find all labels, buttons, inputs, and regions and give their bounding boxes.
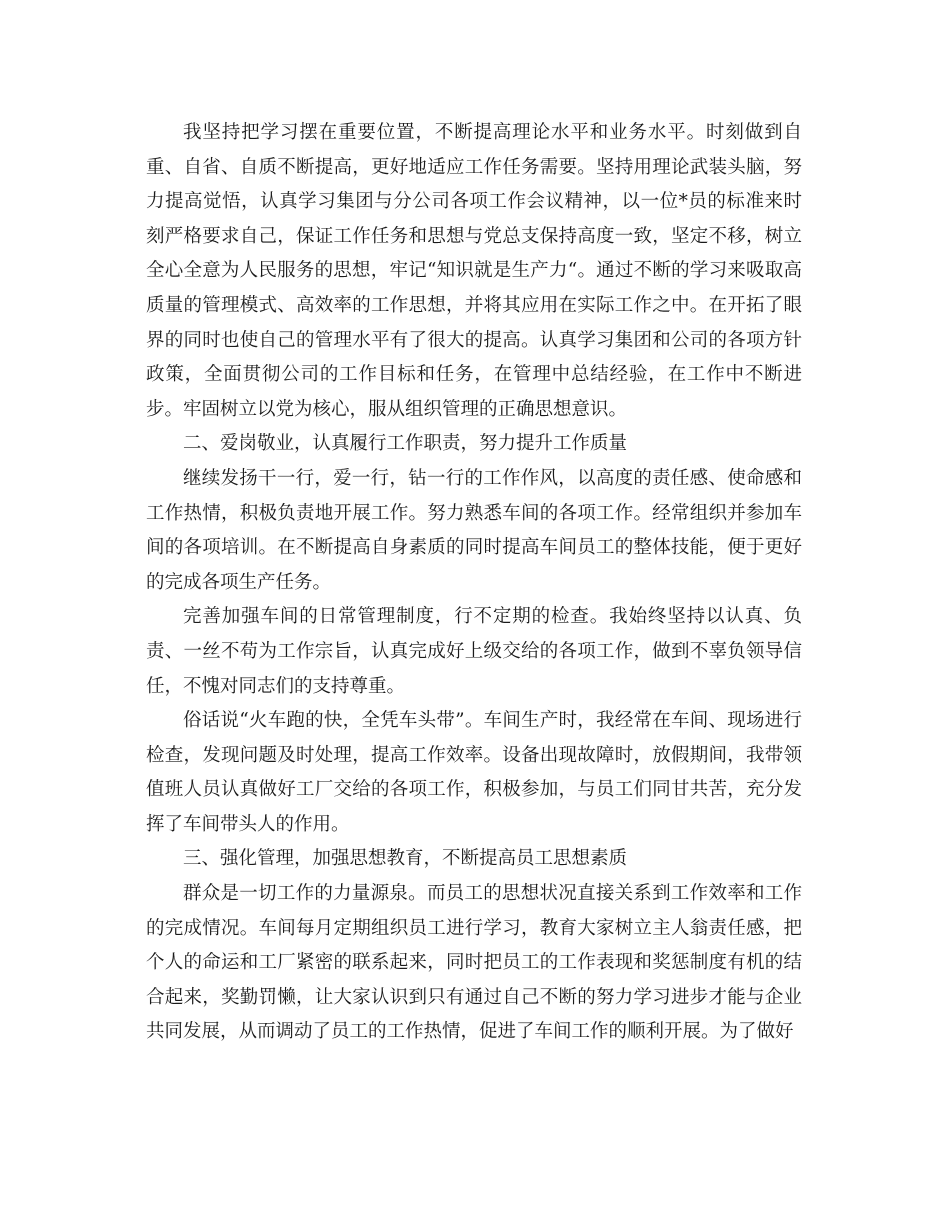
section-heading-3: 三、强化管理，加强思想教育，不断提高员工思想素质 <box>183 848 628 870</box>
section-heading-2: 二、爱岗敬业，认真履行工作职责，努力提升工作质量 <box>183 433 628 455</box>
paragraph-leadership: 俗话说“火车跑的快，全凭车头带”。车间生产时，我经常在车间、现场进行检查，发现问题及时处理，提高工作效率。设备出现故障时，放假期间，我带领值班人员认真做好工厂交给的各项工作，积极参加，与员工们同甘共苦，充分发挥了车间带头人的作用。 <box>146 710 802 835</box>
paragraph-ideological-education: 群众是一切工作的力量源泉。而员工的思想状况直接关系到工作效率和工作的完成情况。车间每月定期组织员工进行学习，教育大家树立主人翁责任感，把个人的命运和工厂紧密的联系起来，同时把员工的工作表现和奖惩制度有机的结合起来，奖勤罚懒，让大家认识到只有通过自己不断的努力学习进步才能与企业共同发展，从而调动了员工的工作热情，促进了车间工作的顺利开展。为了做好 <box>146 883 802 1043</box>
paragraph-management-system: 完善加强车间的日常管理制度，行不定期的检查。我始终坚持以认真、负责、一丝不苟为工作宗旨，认真完成好上级交给的各项工作，做到不辜负领导信任，不愧对同志们的支持尊重。 <box>146 606 802 697</box>
paragraph-study: 我坚持把学习摆在重要位置，不断提高理论水平和业务水平。时刻做到自重、自省、自质不断提高，更好地适应工作任务需要。坚持用理论武装头脑，努力提高觉悟，认真学习集团与分公司各项工作会议精神，以一位*员的标准来时刻严格要求自己，保证工作任务和思想与党总支保持高度一致，坚定不移，树立全心全意为人民服务的思想，牢记“知识就是生产力“。通过不断的学习来吸取高质量的管理模式、高效率的工作思想，并将其应用在实际工作之中。在开拓了眼界的同时也使自己的管理水平有了很大的提高。认真学习集团和公司的各项方针政策，全面贯彻公司的工作目标和任务，在管理中总结经验，在工作中不断进步。牢固树立以党为核心，服从组织管理的正确思想意识。 <box>146 122 802 420</box>
document-body <box>146 116 802 1050</box>
paragraph-work-style: 继续发扬干一行，爱一行，钻一行的工作作风，以高度的责任感、使命感和工作热情，积极负责地开展工作。努力熟悉车间的各项工作。经常组织并参加车间的各项培训。在不断提高自身素质的同时提高车间员工的整体技能，便于更好的完成各项生产任务。 <box>146 467 802 593</box>
